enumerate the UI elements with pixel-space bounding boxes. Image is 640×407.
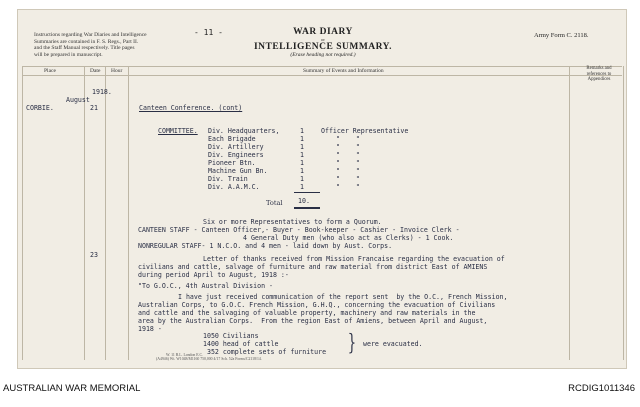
committee-unit: Each Brigade xyxy=(208,135,256,143)
committee-count: 1 xyxy=(300,135,304,143)
committee-count: 1 xyxy=(300,159,304,167)
committee-role: " " xyxy=(336,167,360,175)
title-block xyxy=(248,27,398,58)
instructions-line: Summaries are contained in F. S. Regs., Part II. xyxy=(34,38,139,45)
committee-unit: Div. A.A.M.C. xyxy=(208,183,260,191)
form-number: Army Form C. 2118. xyxy=(534,32,589,39)
col-remarks xyxy=(574,66,624,83)
instructions-line: Instructions regarding War Diaries and Intelligence xyxy=(34,32,147,38)
letter-line: during period April to August, 1918 :- xyxy=(138,271,289,279)
canteen-staff-line-2: 4 General Duty men (who also act as Clerks) - 1 Cook. xyxy=(243,234,454,242)
entry-place: CORBIE. xyxy=(26,104,54,112)
committee-unit: Div. Headquarters, xyxy=(208,127,280,135)
imprint-line: (A4946) Wt. W1048/M1160 750,000 4/17 Sch. 52a Forms/C2118/14. xyxy=(156,357,262,361)
body-line: and cattle and the salvaging of valuable property, machinery and raw materials in the xyxy=(138,309,476,317)
diary-page xyxy=(17,9,627,369)
committee-count: 1 xyxy=(300,183,304,191)
entry-day-21: 21 xyxy=(90,104,98,112)
committee-count: 1 xyxy=(300,143,304,151)
entry-month: August xyxy=(66,96,90,104)
letter-line: Letter of thanks received from Mission Francaise regarding the evacuation of xyxy=(203,255,505,263)
imprint-line: W. 11 B.L. London E.C. xyxy=(166,353,203,357)
committee-role: " " xyxy=(336,135,360,143)
canteen-staff-line: CANTEEN STAFF - Canteen Officer,- Buyer - Book-keeper - Cashier - Invoice Clerk - xyxy=(138,226,460,234)
body-line: Australian Corps, to G.O.C. French Mission, G.H.Q., concerning the evacuation of Civilians xyxy=(138,301,496,309)
committee-count: 1 xyxy=(300,175,304,183)
evac-item: 352 complete sets of furniture xyxy=(203,348,327,356)
total-label: Total xyxy=(266,199,283,207)
committee-role: " " xyxy=(336,151,360,159)
committee-unit: Pioneer Btn. xyxy=(208,159,256,167)
col-hour: Hour xyxy=(111,68,123,74)
col-place: Place xyxy=(44,68,56,74)
instructions-line: will be prepared in manuscript. xyxy=(34,51,103,58)
committee-role: " " xyxy=(336,183,360,191)
entry-year: 1918. xyxy=(92,88,112,96)
committee-count: 1 xyxy=(300,127,304,135)
col-remarks-line: Remarks and xyxy=(586,66,612,71)
col-remarks-line: references to xyxy=(586,71,612,77)
page-title: WAR DIARY xyxy=(293,27,353,37)
entry-heading: Canteen Conference. (cont) xyxy=(139,104,243,112)
committee-unit: Div. Train xyxy=(208,175,248,183)
total-rule xyxy=(294,192,320,193)
page-subtitle: INTELLIGENCE SUMMARY. xyxy=(253,42,393,52)
erase-note: (Erase heading not required.) xyxy=(290,52,356,58)
letter-line: civilians and cattle, salvage of furniture and raw material from district East of AMIENS xyxy=(138,263,488,271)
col-summary: Summary of Events and Information xyxy=(303,68,384,74)
entry-day-23: 23 xyxy=(90,251,98,259)
total-value: 10. xyxy=(298,197,310,205)
committee-role: Officer Representative xyxy=(321,127,409,135)
instructions-block xyxy=(34,32,204,58)
committee-role: " " xyxy=(336,143,360,151)
evac-result: were evacuated. xyxy=(363,340,423,348)
committee-role: " " xyxy=(336,175,360,183)
total-double-rule xyxy=(294,207,320,209)
footer-left: AUSTRALIAN WAR MEMORIAL xyxy=(3,383,141,394)
body-line: 1918 - xyxy=(138,325,162,333)
evac-brace: } xyxy=(347,331,357,356)
printer-imprint xyxy=(156,353,262,361)
evac-item: 1400 head of cattle xyxy=(203,340,279,348)
title-or: or xyxy=(321,37,325,42)
committee-unit: Div. Artillery xyxy=(208,143,264,151)
footer-right: RCDIG1011346 xyxy=(568,383,635,394)
evac-item: 1050 Civilians xyxy=(203,332,259,340)
committee-label: COMMITTEE. xyxy=(158,127,198,135)
quorum-line: Six or more Representatives to form a Quorum. xyxy=(203,218,382,226)
body-line: area by the Australian Corps. From the region East of Amiens, between April and August, xyxy=(138,317,488,325)
committee-role: " " xyxy=(336,159,360,167)
committee-unit: Div. Engineers xyxy=(208,151,264,159)
letter-to-line: "To G.O.C., 4th Austral Division - xyxy=(138,282,273,290)
page-number: - 11 - xyxy=(194,28,223,37)
instructions-line: and the Staff Manual respectively. Title pages xyxy=(34,45,135,51)
col-date: Date xyxy=(90,68,101,74)
committee-unit: Machine Gun Bn. xyxy=(208,167,268,175)
committee-count: 1 xyxy=(300,151,304,159)
body-line: I have just received communication of the report sent by the O.C., French Mission, xyxy=(178,293,508,301)
committee-count: 1 xyxy=(300,167,304,175)
nonregular-staff-line: NONREGULAR STAFF- 1 N.C.O. and 4 men - laid down by Aust. Corps. xyxy=(138,242,393,250)
col-remarks-line: Appendices xyxy=(587,77,611,82)
